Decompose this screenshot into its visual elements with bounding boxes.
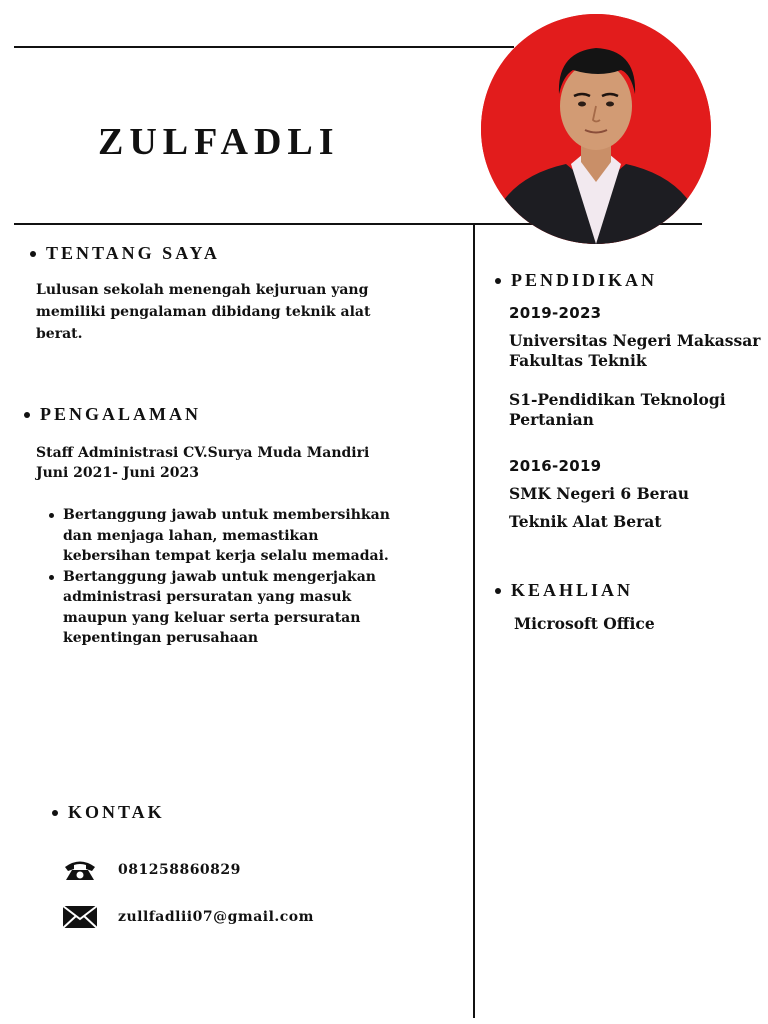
experience-period: Juni 2021- Juni 2023 (36, 465, 199, 481)
person-icon (481, 14, 711, 244)
education-program: S1-Pendidikan Teknologi Pertanian (509, 390, 726, 429)
phone-icon (62, 857, 98, 883)
education-years: 2019-2023 (509, 304, 602, 322)
skills-heading-text: KEAHLIAN (511, 580, 634, 600)
envelope-icon (62, 904, 98, 930)
experience-heading-text: PENGALAMAN (40, 404, 201, 424)
email-address[interactable]: zullfadlii07@gmail.com (118, 909, 314, 925)
bullet-dot (30, 251, 36, 257)
education-school: SMK Negeri 6 Berau (509, 484, 690, 503)
top-divider (14, 46, 514, 48)
education-heading (495, 270, 657, 291)
column-divider (473, 224, 475, 1018)
contact-heading (52, 802, 165, 823)
applicant-name: ZULFADLI (98, 121, 340, 163)
bullet-dot (495, 278, 501, 284)
duty-item: Bertanggung jawab untuk mengerjakan administrasi persuratan yang masuk maupun yang keluar serta persuratan kepentingan perusahaan (49, 567, 409, 649)
phone-number[interactable]: 081258860829 (118, 862, 241, 878)
skills-heading (495, 580, 633, 601)
bullet-dot (52, 810, 58, 816)
education-years: 2016-2019 (509, 457, 602, 475)
contact-heading-text: KONTAK (68, 802, 165, 822)
profile-photo (481, 14, 711, 244)
bullet-dot (24, 412, 30, 418)
education-heading-text: PENDIDIKAN (511, 270, 658, 290)
experience-heading (24, 404, 201, 425)
contact-email-row (62, 904, 314, 930)
skill-item: Microsoft Office (514, 614, 655, 633)
education-program: Teknik Alat Berat (509, 512, 662, 531)
bullet-dot (495, 588, 501, 594)
about-text: Lulusan sekolah menengah kejuruan yang memiliki pengalaman dibidang teknik alat berat. (36, 282, 371, 342)
experience-position: Staff Administrasi CV.Surya Muda Mandiri (36, 445, 370, 461)
education-school: Universitas Negeri Makassar Fakultas Teknik (509, 331, 761, 370)
experience-duties (49, 505, 409, 649)
contact-phone-row (62, 857, 241, 883)
about-heading (30, 243, 220, 264)
duty-item: Bertanggung jawab untuk membersihkan dan menjaga lahan, memastikan kebersihan tempat kerja selalu memadai. (49, 505, 409, 567)
about-heading-text: TENTANG SAYA (46, 243, 220, 263)
